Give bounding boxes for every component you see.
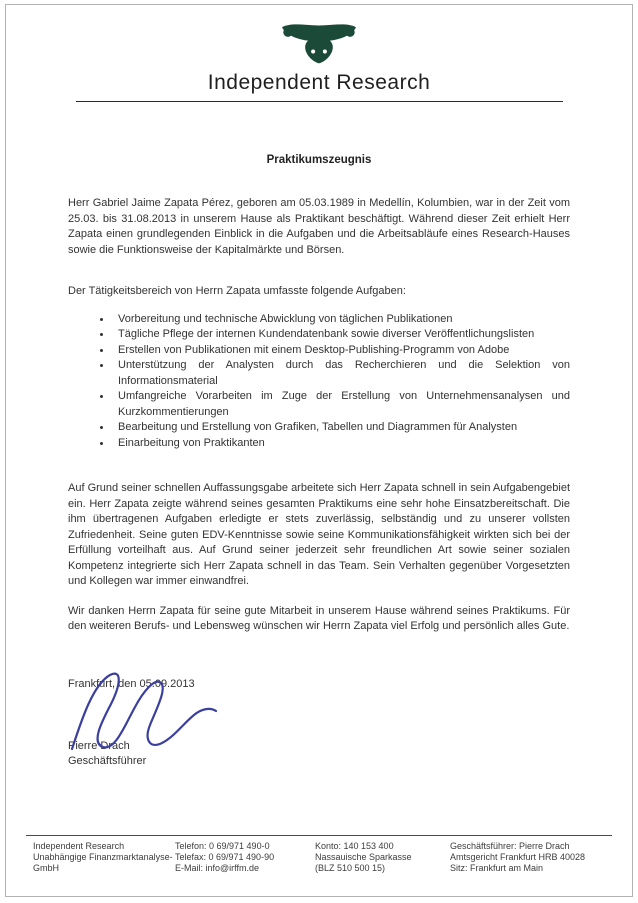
letterhead <box>6 5 632 102</box>
brand-title: Independent Research <box>207 71 431 94</box>
task-item: • Unterstützung der Analysten durch das Recherchieren und die Selektion von Informationsmaterial <box>112 358 570 389</box>
footer-legal: Geschäftsführer: Pierre Drach Amtsgericht Frankfurt HRB 40028 Sitz: Frankfurt am Main <box>450 841 586 873</box>
signature-section <box>68 677 570 769</box>
footer-company: Independent Research Unabhängige Finanzmarktanalyse- GmbH <box>33 841 173 873</box>
document-title: Praktikumszeugnis <box>266 154 372 166</box>
task-item: • Umfangreiche Vorarbeiten im Zuge der Erstellung von Unternehmensanalysen und Kurzkommentierungen <box>112 389 570 420</box>
task-list <box>68 312 570 452</box>
tasks-heading: Der Tätigkeitsbereich von Herrn Zapata umfasste folgende Aufgaben: <box>68 285 406 297</box>
intro-paragraph: Herr Gabriel Jaime Zapata Pérez, geboren am 05.03.1989 in Medellín, Kolumbien, war in der Zeit vom 25.03. bis 31.08.2013 in unserem Hause als Praktikant beschäftigt. Während dieser Zeit erhielt Herr Zapata einen grundlegenden Einblick in die Aufgaben und die Arbeitsabläufe eines Research-Hauses sowie die Funktionsweise der Kapitalmärkte und Börsen. <box>68 197 570 256</box>
task-item: • Erstellen von Publikationen mit einem Desktop-Publishing-Programm von Adobe <box>112 343 570 359</box>
signer-name: Pierre Drach <box>68 740 130 752</box>
closing-paragraph: Wir danken Herrn Zapata für seine gute Mitarbeit in unserem Hause während seines Praktikums. Für den weiteren Berufs- und Lebensweg wünschen wir Herrn Zapata viel Erfolg und persönlich alles Gute. <box>68 604 570 632</box>
footer-bank: Konto: 140 153 400 Nassauische Sparkasse (BLZ 510 500 15) <box>315 841 412 873</box>
signer-title: Geschäftsführer <box>68 754 147 767</box>
task-item: • Einarbeitung von Praktikanten <box>112 436 570 452</box>
date-line: Frankfurt, den 05.09.2013 <box>68 677 195 690</box>
task-item: • Bearbeitung und Erstellung von Grafiken, Tabellen und Diagrammen für Analysten <box>112 420 570 436</box>
footer-contact: Telefon: 0 69/971 490-0 Telefax: 0 69/971 490-90 E-Mail: info@irffm.de <box>175 841 275 873</box>
document-body <box>6 196 632 768</box>
header-divider <box>76 101 563 102</box>
task-item: • Vorbereitung und technische Abwicklung von täglichen Publikationen <box>112 312 570 328</box>
signature-block <box>68 739 570 768</box>
assessment-paragraph: Auf Grund seiner schnellen Auffassungsgabe arbeitete sich Herr Zapata schnell in sein Aufgabengebiet ein. Herr Zapata zeigte während seines gesamten Praktikums eine sehr hohe Einsatzbereitschaft. Die ihm übertragenen Aufgaben erledigte er stets zuverlässig, selbständig und zu unserer vollsten Zufriedenheit. Seine guten EDV-Kenntnisse sowie seine Kommunikationsfähigkeit wirkten sich bei der Erfüllung vorteilhaft aus. Auf Grund seiner jederzeit sehr freundlichen Art sowie seiner sozialen Kompetenz integrierte sich Herr Zapata schnell in das Team. Sein Verhalten gegenüber Vorgesetzten und Kollegen war immer einwandfrei. <box>68 482 570 587</box>
document-page <box>5 4 633 897</box>
task-item: • Tägliche Pflege der internen Kundendatenbank sowie diverser Veröffentlichungslisten <box>112 327 570 343</box>
bull-logo-icon <box>6 19 632 69</box>
footer <box>26 835 612 874</box>
